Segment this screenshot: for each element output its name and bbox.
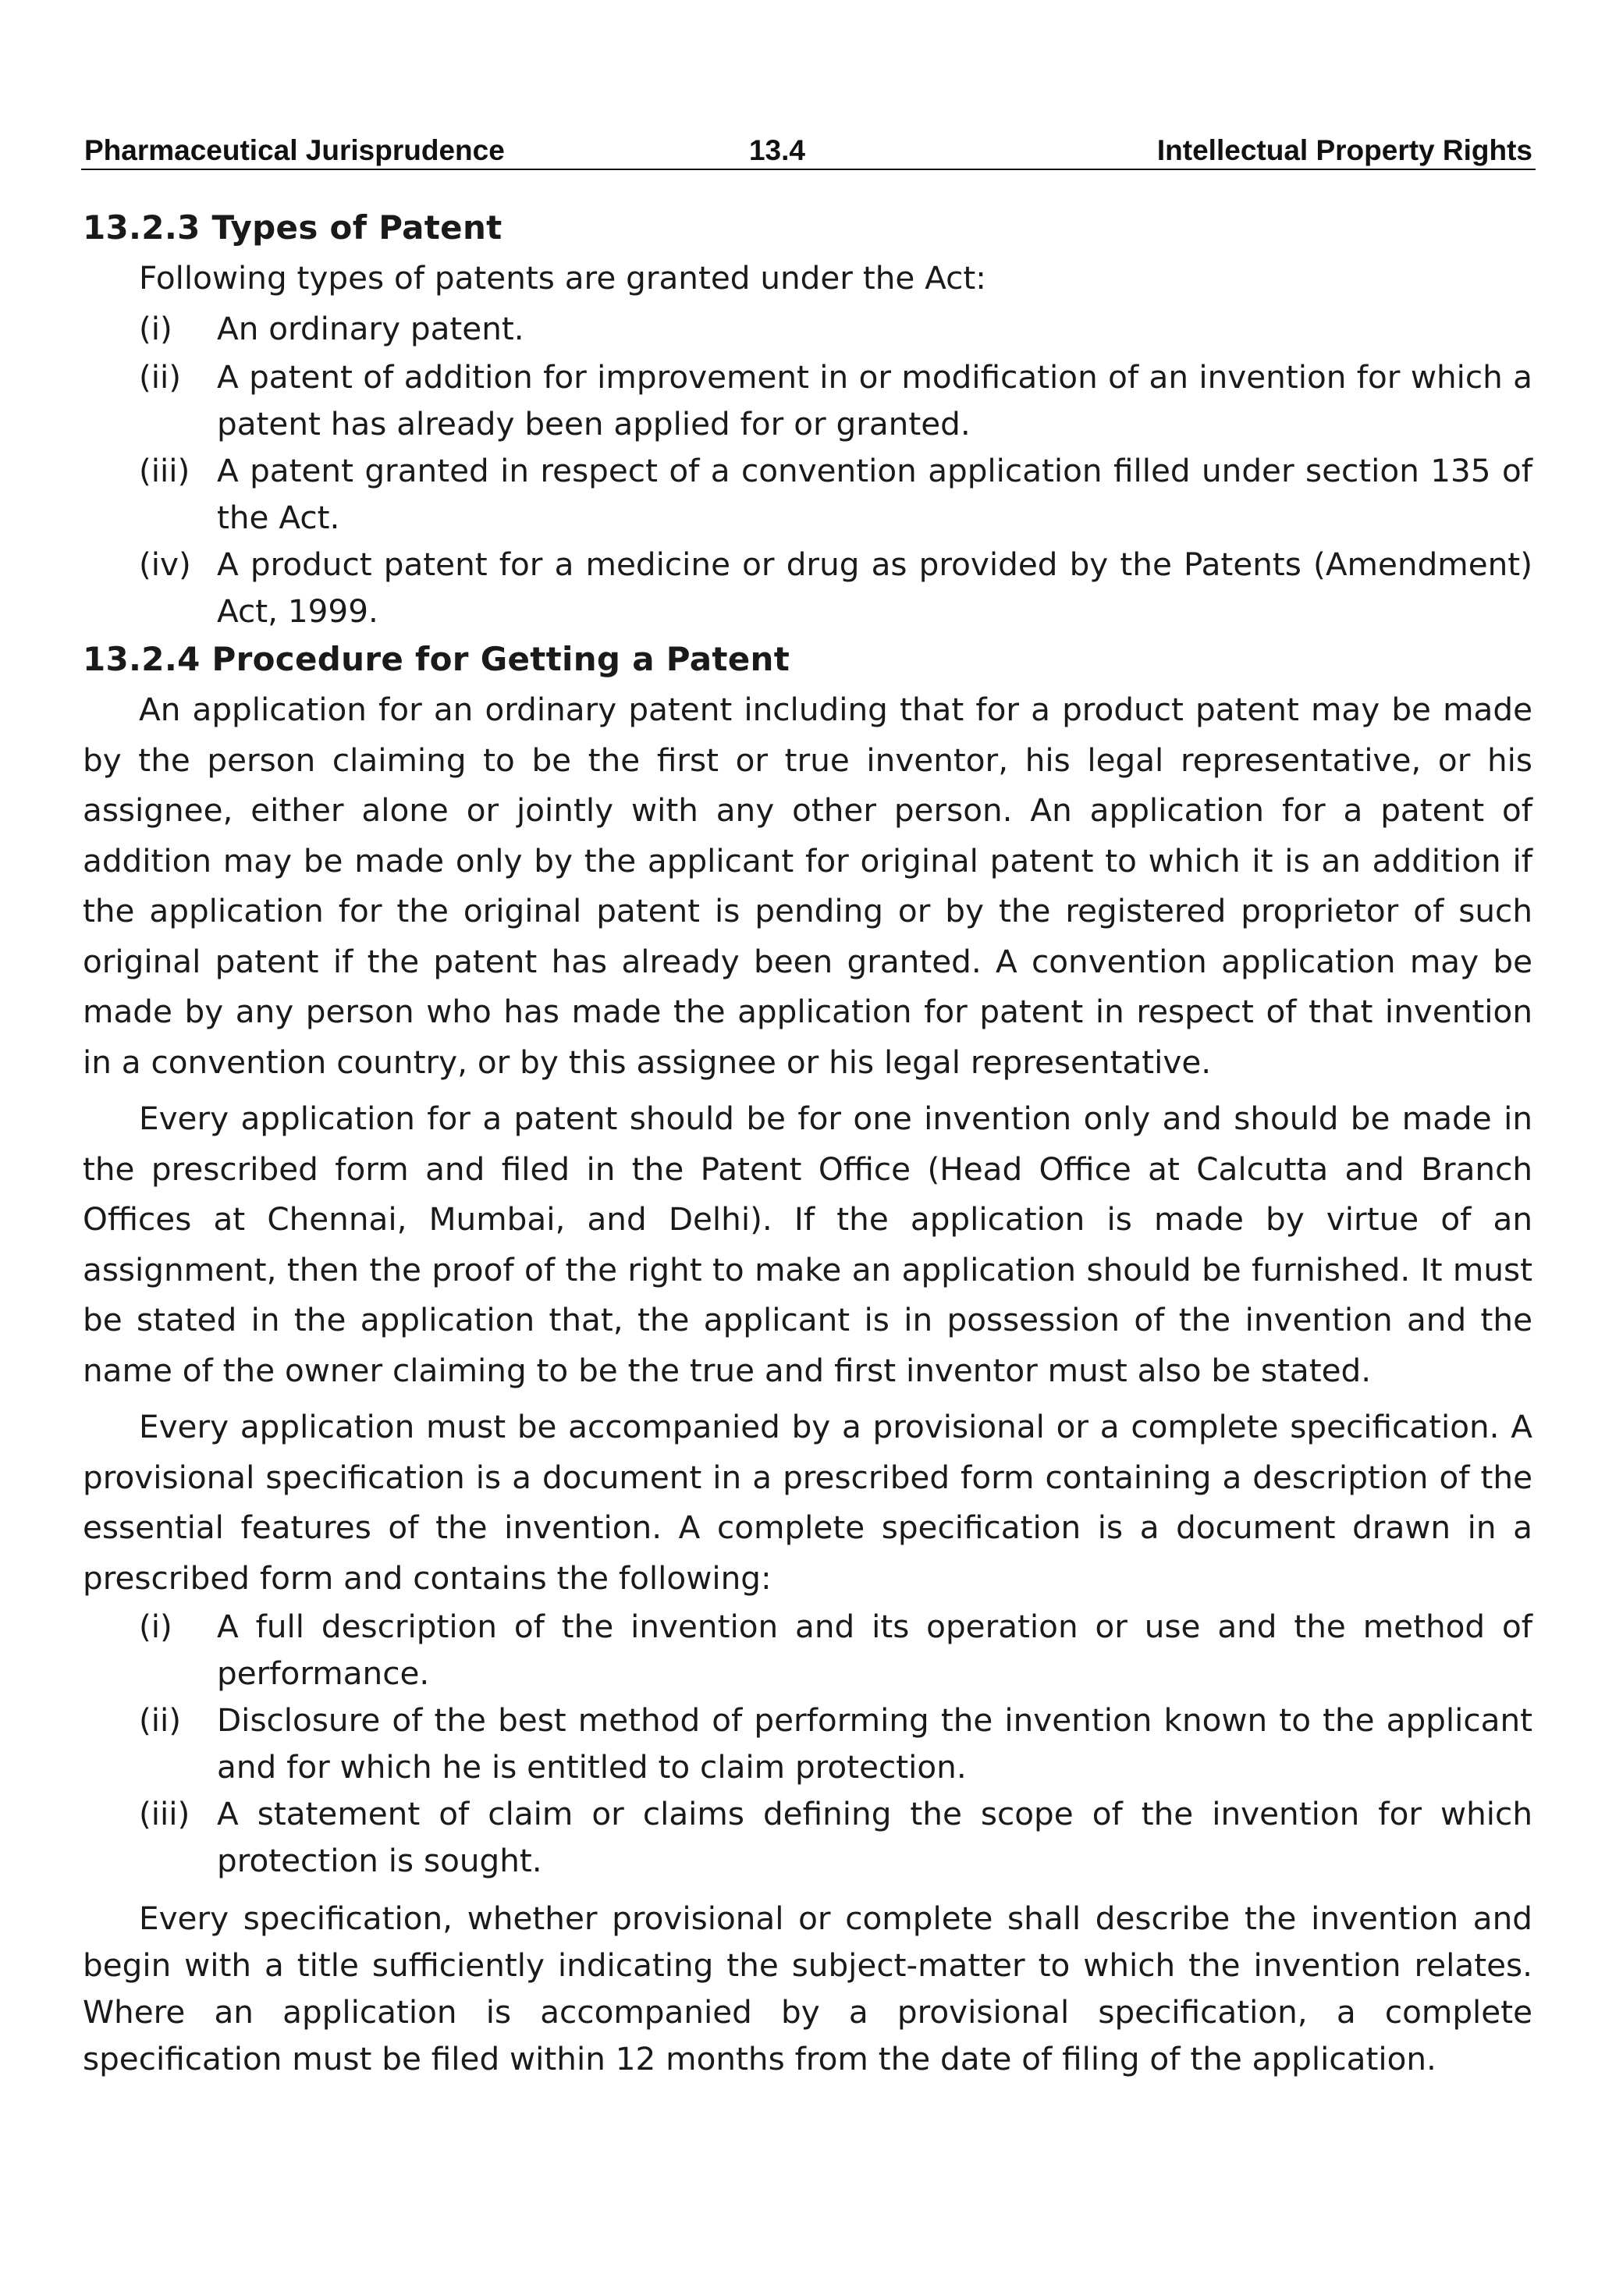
list-item bbox=[83, 1697, 1532, 1790]
list-item-number: (i) bbox=[139, 309, 172, 347]
list-item-number: (ii) bbox=[139, 358, 182, 396]
header-book-title: Pharmaceutical Jurisprudence bbox=[84, 134, 505, 166]
list-item-text: A statement of claim or claims defining the scope of the invention for which protection is sought. bbox=[217, 1795, 1532, 1879]
list-item-text: A full description of the invention and its operation or use and the method of performance. bbox=[217, 1608, 1532, 1692]
procedure-paragraph-4: Every specification, whether provisional or complete shall describe the invention and begin with a title sufficiently indicating the subject-matter to which the invention relates. Where an application is accompanied by a provisional specification, a complete specification must be filed within 12 months from the date of filing of the application. bbox=[83, 1900, 1532, 2077]
list-item bbox=[83, 304, 1532, 354]
header-page-number: 13.4 bbox=[748, 134, 805, 166]
procedure-paragraph-2: Every application for a patent should be for one invention only and should be made in the prescribed form and filed in the Patent Office (Head Office at Calcutta and Branch Offices at Chennai, Mumbai, and Delhi). If the application is made by virtue of an assignment, then the proof of the right to make an application should be furnished. It must be stated in the application that, the applicant is in possession of the invention and the name of the owner claiming to be the true and first inventor must also be stated. bbox=[83, 1100, 1532, 1389]
list-item-number: (i) bbox=[139, 1608, 172, 1645]
procedure-paragraph-1: An application for an ordinary patent including that for a product patent may be made by the person claiming to be the first or true inventor, his legal representative, or his assignee, either alone or jointly with any other person. An application for a patent of addition may be made only by the applicant for original patent to which it is an addition if the application for the original patent is pending or by the registered proprietor of such original patent if the patent has already been granted. A convention application may be made by any person who has made the application for patent in respect of that invention in a convention country, or by this assignee or his legal representative. bbox=[83, 691, 1532, 1081]
list-item-number: (iii) bbox=[139, 1795, 190, 1832]
list-item-text: A patent of addition for improvement in or modification of an invention for which a patent has already been applied for or granted. bbox=[217, 358, 1532, 442]
list-item bbox=[83, 1790, 1532, 1884]
procedure-paragraph-3: Every application must be accompanied by a provisional or a complete specification. A provisional specification is a document in a prescribed form containing a description of the essential features of the invention. A complete specification is a document drawn in a prescribed form and contains the following: bbox=[83, 1408, 1532, 1597]
list-item-number: (iii) bbox=[139, 452, 190, 489]
list-item-number: (ii) bbox=[139, 1701, 182, 1739]
list-item bbox=[83, 541, 1532, 634]
list-item-text: A patent granted in respect of a convention application filled under section 135 of the Act. bbox=[217, 452, 1532, 536]
page-body bbox=[83, 203, 1532, 2082]
list-item-number: (iv) bbox=[139, 546, 191, 583]
types-list bbox=[83, 304, 1532, 635]
section-heading-procedure: 13.2.4 Procedure for Getting a Patent bbox=[83, 640, 790, 678]
list-item bbox=[83, 447, 1532, 541]
list-item bbox=[83, 354, 1532, 447]
list-item-text: Disclosure of the best method of performing the invention known to the applicant and for which he is entitled to claim protection. bbox=[217, 1701, 1532, 1786]
list-item-text: An ordinary patent. bbox=[217, 309, 524, 347]
section-heading-types: 13.2.3 Types of Patent bbox=[83, 208, 502, 247]
list-item bbox=[83, 1603, 1532, 1697]
header-chapter-title: Intellectual Property Rights bbox=[1156, 134, 1532, 166]
list-item-text: A product patent for a medicine or drug as provided by the Patents (Amendment) Act, 1999. bbox=[217, 546, 1532, 630]
specification-list bbox=[83, 1603, 1532, 1884]
running-header bbox=[81, 131, 1536, 170]
types-intro: Following types of patents are granted under the Act: bbox=[139, 259, 986, 297]
